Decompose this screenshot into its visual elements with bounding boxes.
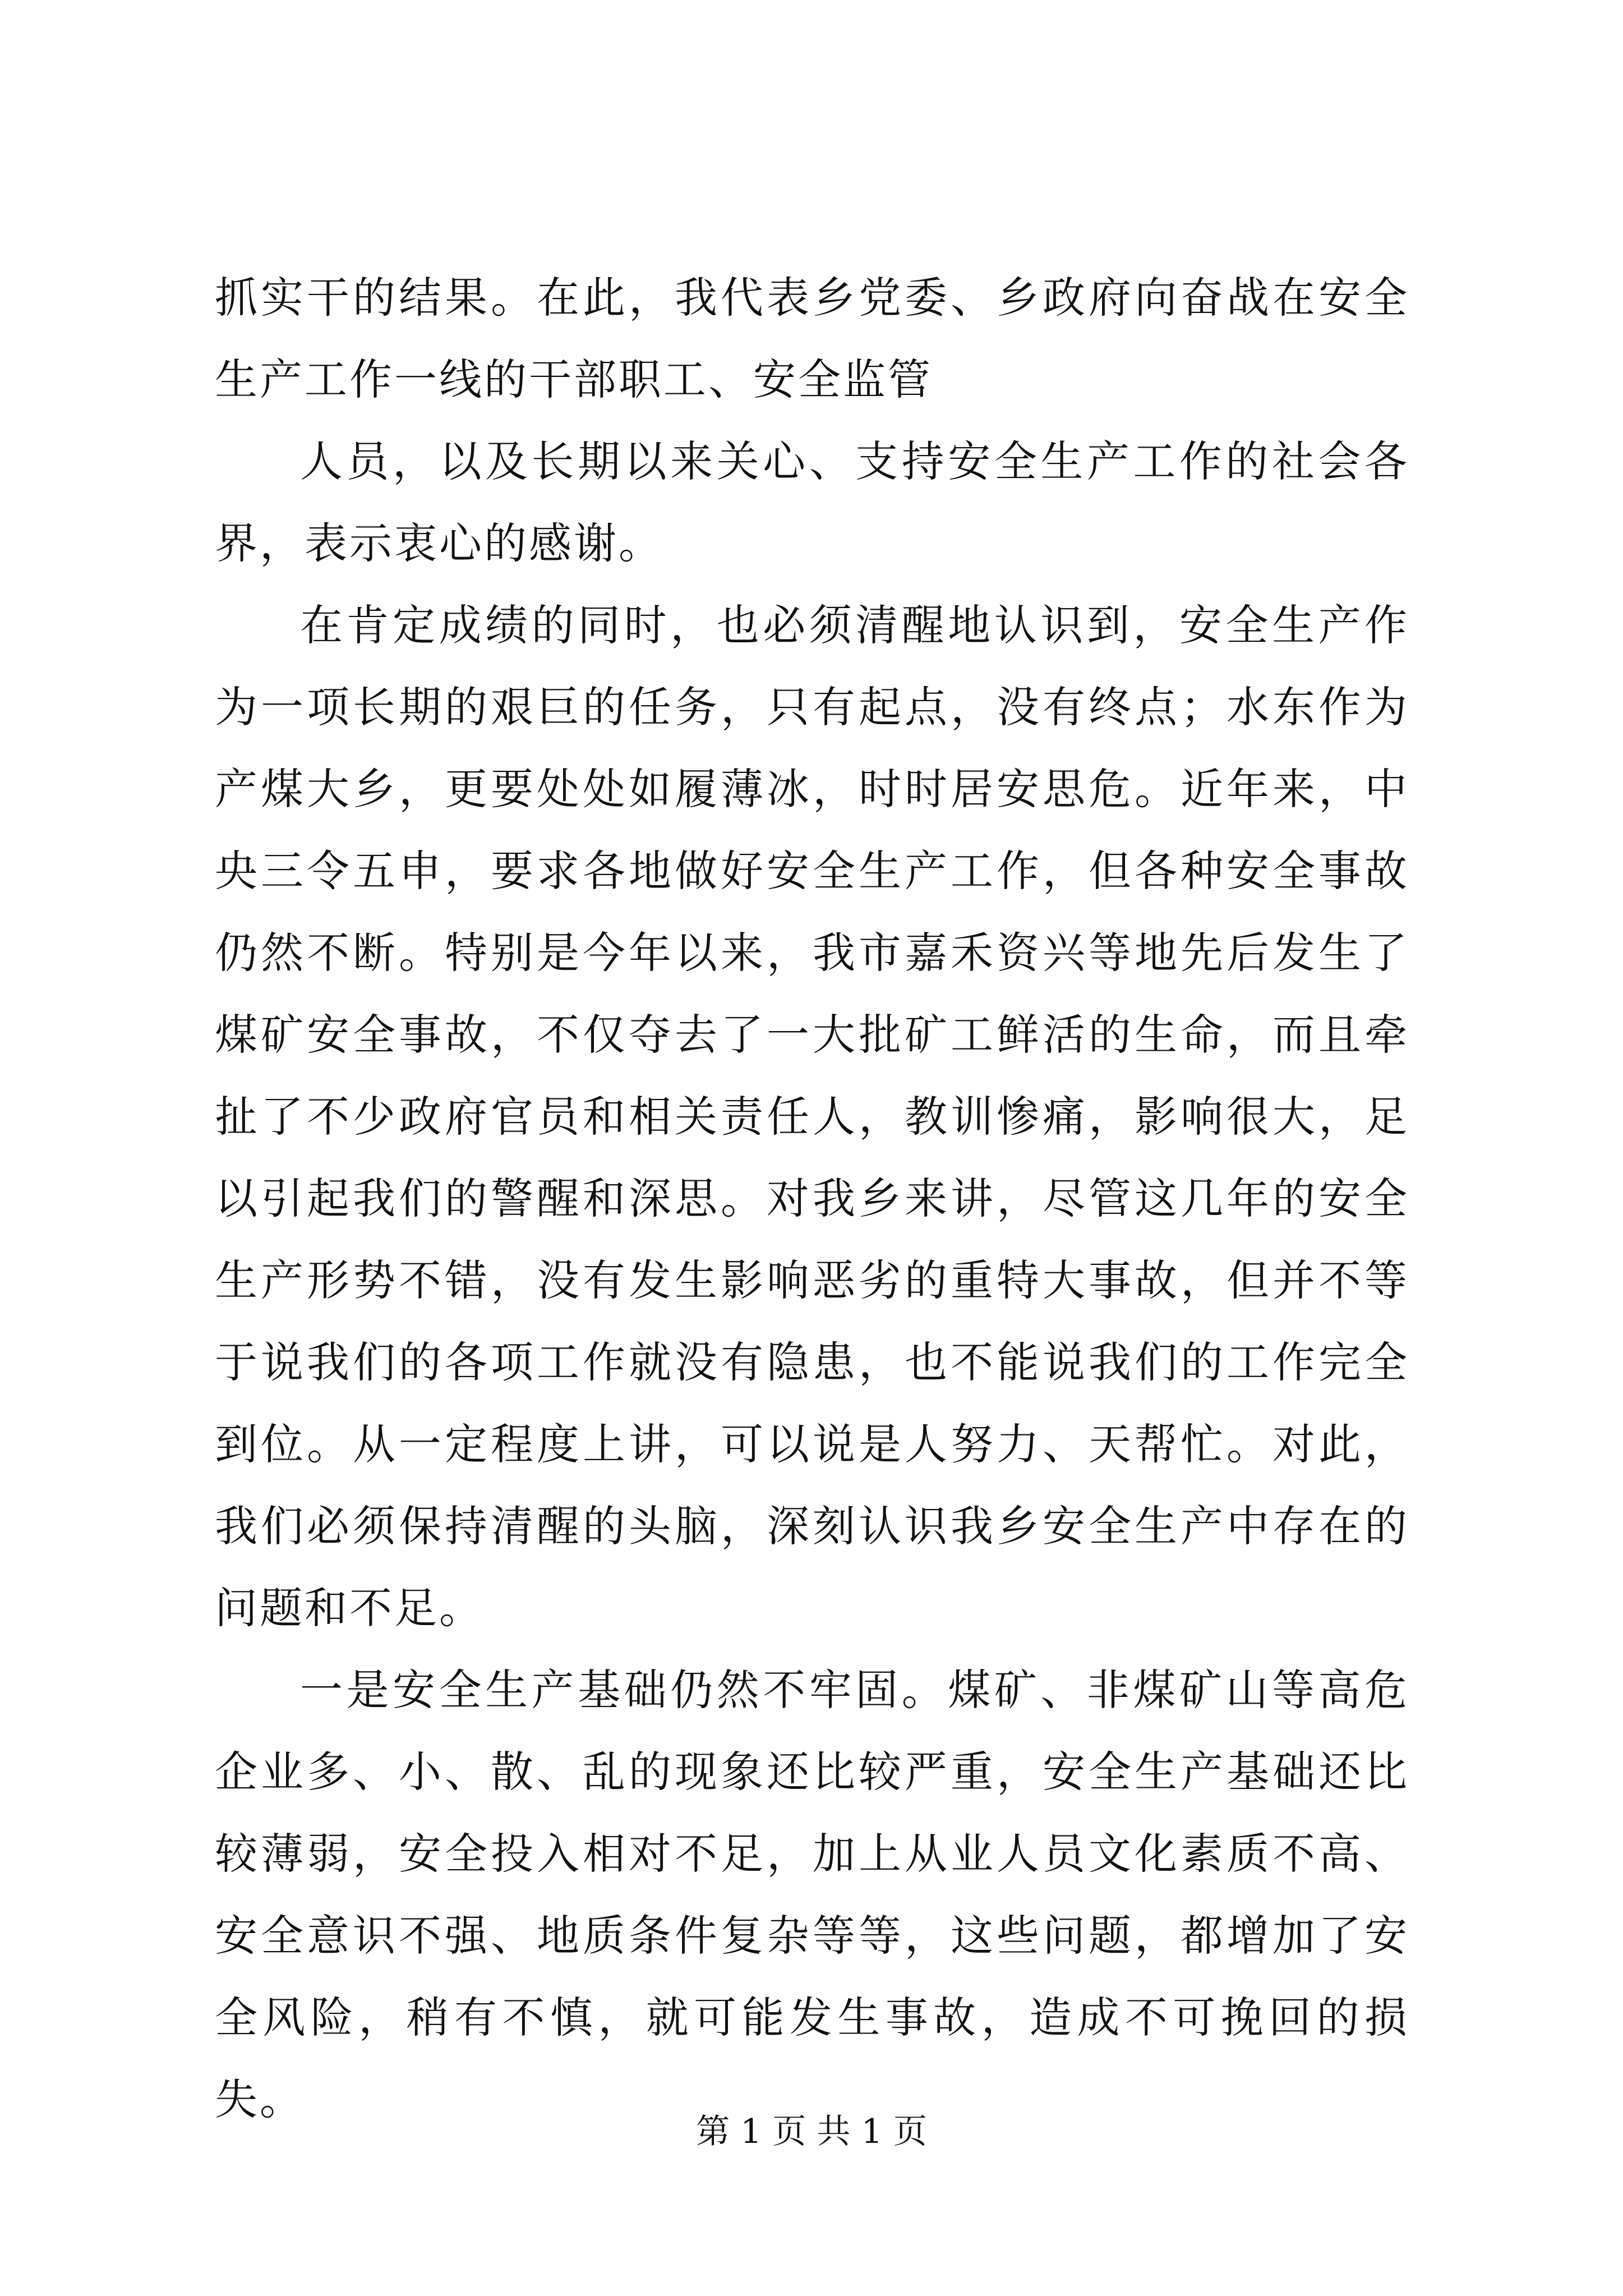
paragraph-4: 一是安全生产基础仍然不牢固。煤矿、非煤矿山等高危企业多、小、散、乱的现象还比较严重，安全生产基础还比较薄弱，安全投入相对不足，加上从业人员文化素质不高、安全意识不强、地质条件复杂等等，这些问题，都增加了安全风险，稍有不慎，就可能发生事故，造成不可挽回的损失。 [215,1665,1409,2124]
paragraph-3: 在肯定成绩的同时，也必须清醒地认识到，安全生产作为一项长期的艰巨的任务，只有起点，没有终点；水东作为产煤大乡，更要处处如履薄冰，时时居安思危。近年来，中央三令五申，要求各地做好安全生产工作，但各种安全事故仍然不断。特别是今年以来，我市嘉禾资兴等地先后发生了煤矿安全事故，不仅夺去了一大批矿工鲜活的生命，而且牵扯了不少政府官员和相关责任人，教训惨痛，影响很大，足以引起我们的警醒和深思。对我乡来讲，尽管这几年的安全生产形势不错，没有发生影响恶劣的重特大事故，但并不等于说我们的各项工作就没有隐患，也不能说我们的工作完全到位。从一定程度上讲，可以说是人努力、天帮忙。对此，我们必须保持清醒的头脑，深刻认识我乡安全生产中存在的问题和不足。 [215,600,1409,1633]
document-body [215,257,1409,2141]
paragraph-2: 人员，以及长期以来关心、支持安全生产工作的社会各界，表示衷心的感谢。 [215,436,1409,568]
page-footer [0,2109,1623,2154]
page-number-label: 第 1 页 共 1 页 [696,2112,927,2151]
paragraph-1: 抓实干的结果。在此，我代表乡党委、乡政府向奋战在安全生产工作一线的干部职工、安全监管 [215,273,1409,404]
